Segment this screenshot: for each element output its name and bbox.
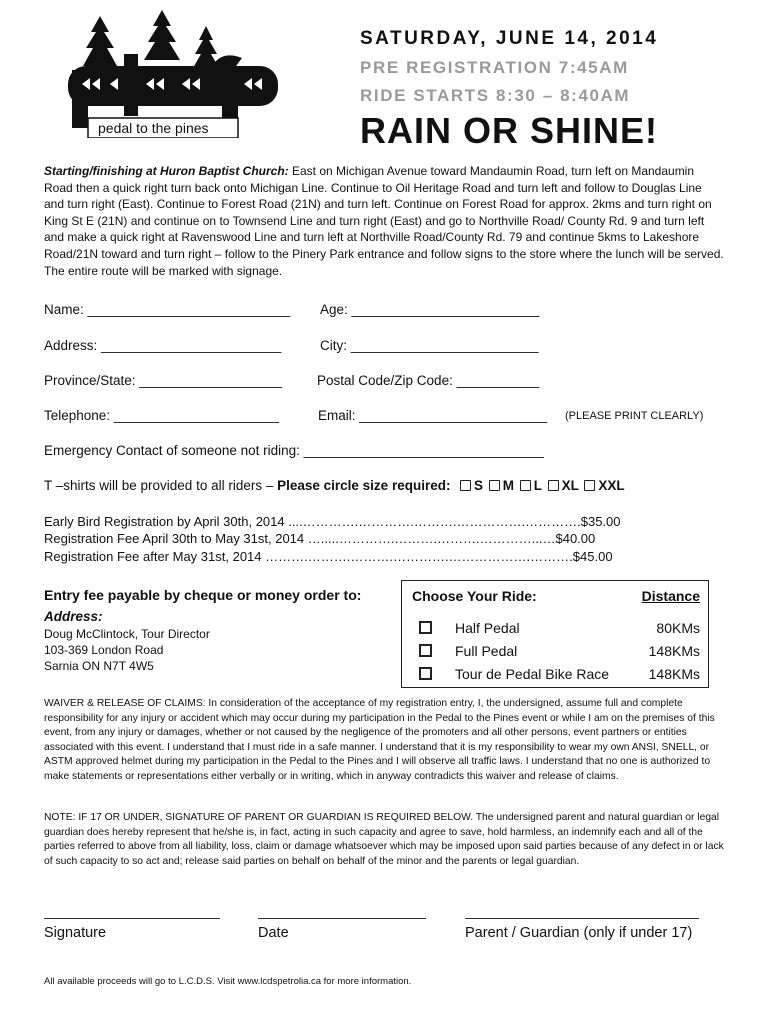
tshirt-size-prompt: Please circle size required:: [277, 478, 451, 493]
size-m-label: M: [502, 478, 515, 493]
footer-note: All available proceeds will go to L.C.D.S. Visit www.lcdspetrolia.ca for more information.: [44, 976, 412, 987]
tshirt-size-row: [44, 478, 625, 493]
full-pedal-label: Full Pedal: [455, 643, 518, 659]
logo-tagline: pedal to the pines: [98, 120, 209, 136]
directions-lead: Starting/finishing at Huron Baptist Church:: [44, 164, 289, 178]
size-m-checkbox[interactable]: [489, 480, 500, 491]
choose-ride-header: Choose Your Ride:: [412, 588, 537, 604]
full-pedal-distance: 148KMs: [648, 643, 700, 659]
payment-line-1: Doug McClintock, Tour Director: [44, 627, 210, 641]
date-label: Date: [258, 925, 289, 941]
age-field[interactable]: Age: _________________________: [320, 302, 540, 317]
size-s-checkbox[interactable]: [460, 480, 471, 491]
route-directions: [44, 163, 724, 279]
ride-start-time: RIDE STARTS 8:30 – 8:40AM: [360, 86, 631, 105]
directions-text: East on Michigan Avenue toward Mandaumin Road, turn left on Mandaumin Road then a quick right turn back onto Michigan Line. Continue to Oil Heritage Road and turn left and follow to Douglas Line and turn right (East). Continue to Forest Road (21N) and turn left. Continue on Forest Road for approx. 2kms and turn right on King St E (21N) and continue on to Townsend Line and turn right (East) and go to Northville Road/ County Rd. 9 and turn left and make a quick right at Ravenswood Line and turn left at Northville Road/County Rd. 79 and continue 5kms to Lakeshore Road/21N toward and turn right – follow to the Pinery Park entrance and follow signs to the store where the lunch will be served. The entire route will be marked with signage.: [44, 164, 724, 278]
signature-label: Signature: [44, 925, 107, 941]
half-pedal-distance: 80KMs: [656, 620, 700, 636]
bike-race-checkbox[interactable]: [419, 667, 432, 680]
waiver-text: WAIVER & RELEASE OF CLAIMS: In consideration of the acceptance of my registration entry, I, the undersigned, assume full and complete responsibility for any injury or accident which may occur during my participation in the Pedal to the Pines event or while I am on the premises of this event, from any injury or damages, whether or not caused by the negligence of the promoters and all other persons, event partners or entities associated with this event. I understand that I must ride in a safe manner. I understand that it is my responsibility to wear my own ANSI, SNELL, or ASTM approved helmet during my participation in the Pedal to the Pines and I will observe all traffic laws. I understand that no one is authorized to make statements or representations either verbally or in writing, which in anyway contradicts this waiver and release of claims.: [44, 698, 715, 782]
full-pedal-checkbox[interactable]: [419, 644, 432, 657]
telephone-field[interactable]: Telephone: ______________________: [44, 408, 279, 423]
postal-code-field[interactable]: Postal Code/Zip Code: ___________: [317, 373, 540, 388]
date-line[interactable]: [258, 918, 426, 919]
half-pedal-label: Half Pedal: [455, 620, 520, 636]
ride-choice-box: [401, 580, 709, 688]
emergency-contact-field[interactable]: Emergency Contact of someone not riding: ________________________________: [44, 443, 544, 458]
email-field[interactable]: Email: _________________________: [318, 408, 547, 423]
april-may-fee: Registration Fee April 30th to May 31st, 2014 ….....………….……….……….…………...…$40.00: [44, 531, 596, 546]
rain-or-shine-heading: RAIN OR SHINE!: [360, 110, 659, 151]
event-date: SATURDAY, JUNE 14, 2014: [360, 28, 659, 49]
city-field[interactable]: City: _________________________: [320, 338, 539, 353]
guardian-note: NOTE: IF 17 OR UNDER, SIGNATURE OF PARENT OR GUARDIAN IS REQUIRED BELOW. The undersigned parent and natural guardian or legal guardian does hereby represent that he/she is, in fact, acting in such capacity and agree to save, hold harmless, an indemnify each and all of the parties referred to above from all liability, loss, claim or damage whatsoever which may be imposed upon said parties because of any defect in or lack of such capacity to so act and; release said parties on behalf on behalf of the minor and the parents or legal guardian.: [44, 812, 724, 867]
signature-line[interactable]: [44, 918, 220, 919]
parent-guardian-label: Parent / Guardian (only if under 17): [465, 925, 693, 941]
pine-tree-logo-graphic: [62, 10, 294, 138]
size-l-checkbox[interactable]: [520, 480, 531, 491]
event-logo: [62, 10, 294, 138]
payment-title: Entry fee payable by cheque or money order to:: [44, 587, 362, 603]
size-xxl-label: XXL: [598, 478, 625, 493]
payment-address-label: Address:: [44, 609, 103, 624]
print-clearly-note: (PLEASE PRINT CLEARLY): [565, 410, 704, 422]
bike-race-label: Tour de Pedal Bike Race: [455, 666, 610, 682]
size-l-label: L: [533, 478, 542, 493]
size-xl-label: XL: [561, 478, 579, 493]
distance-header: Distance: [641, 588, 700, 604]
after-may-fee: Registration Fee after May 31st, 2014 ……….……….……….………….……………….……….$45.00: [44, 549, 613, 564]
parent-signature-line[interactable]: [465, 918, 699, 919]
address-field[interactable]: Address: ________________________: [44, 338, 282, 353]
province-field[interactable]: Province/State: ___________________: [44, 373, 282, 388]
early-bird-fee: Early Bird Registration by April 30th, 2014 ....………….………….……….…………….………….$35.00: [44, 514, 621, 529]
size-s-label: S: [473, 478, 483, 493]
payment-line-2: 103-369 London Road: [44, 643, 164, 657]
payment-line-3: Sarnia ON N7T 4W5: [44, 659, 154, 673]
name-field[interactable]: Name: ___________________________: [44, 302, 291, 317]
tshirt-text: T –shirts will be provided to all riders –: [44, 478, 278, 493]
pre-registration-time: PRE REGISTRATION 7:45AM: [360, 58, 629, 77]
bike-race-distance: 148KMs: [648, 666, 700, 682]
size-xl-checkbox[interactable]: [548, 480, 559, 491]
size-xxl-checkbox[interactable]: [584, 480, 595, 491]
half-pedal-checkbox[interactable]: [419, 621, 432, 634]
